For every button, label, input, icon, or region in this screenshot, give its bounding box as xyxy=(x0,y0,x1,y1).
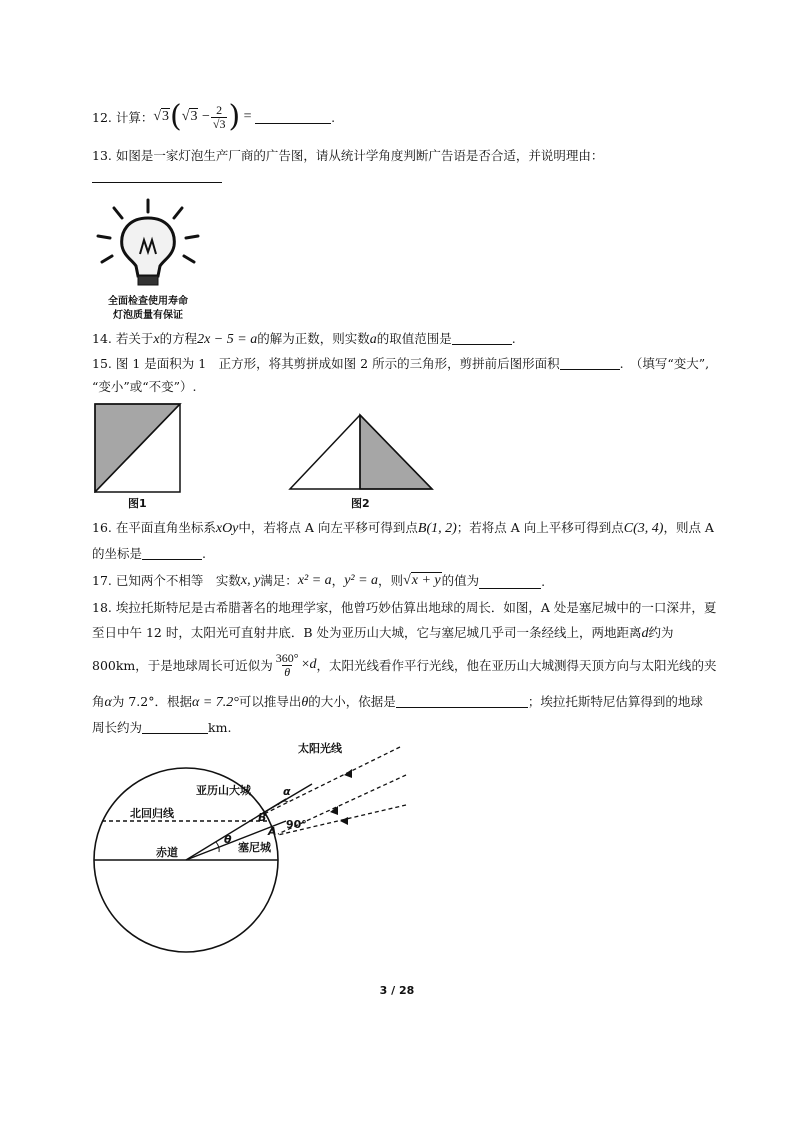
lightbulb-ad-figure xyxy=(92,196,204,321)
label-point-a: A xyxy=(268,825,277,838)
ray-arrow-2 xyxy=(330,806,338,815)
question-18-line-5: 周长约为 km. xyxy=(92,720,232,735)
page-number: 3 / 28 xyxy=(379,984,415,997)
sun-ray-1 xyxy=(262,747,400,815)
ad-slogan-line-2: 灯泡质量有保证 xyxy=(113,310,183,321)
ad-slogan-line-1: 全面检查使用寿命 xyxy=(108,296,188,307)
question-15-line-2: “变小”或“不变”）. xyxy=(92,379,197,394)
q18-circumference-blank[interactable] xyxy=(142,721,208,734)
ray-arrow-3 xyxy=(340,817,348,825)
q17-answer-blank[interactable] xyxy=(479,576,541,589)
lightbulb-icon xyxy=(92,196,204,288)
q16-answer-blank[interactable] xyxy=(142,547,202,560)
question-18-line-1: 18. 埃拉托斯特尼是古希腊著名的地理学家，他曾巧妙估算出地球的周长．如图，A 处是塞尼城中的一口深井，夏 xyxy=(92,600,717,615)
ray-arrow-1 xyxy=(344,769,352,778)
label-alpha: α xyxy=(283,785,291,798)
label-syene: 塞尼城 xyxy=(238,841,271,854)
label-theta: θ xyxy=(224,833,232,846)
question-17: 17. 已知两个不相等 实数 x, y 满足： x² = a ， y² = a ，则 √x + y 的值为 . xyxy=(92,573,546,589)
figure-1-label: 图1 xyxy=(128,497,147,510)
q14-answer-blank[interactable] xyxy=(452,332,512,345)
q13-answer-blank[interactable] xyxy=(92,170,222,183)
q18-reason-blank[interactable] xyxy=(396,695,528,708)
earth-diagram xyxy=(90,735,430,960)
question-12: 12. 计算： √3 ( √3 − $\frac{2}{√3}$ ) = . xyxy=(92,99,336,134)
question-18-line-3: 800km，于是地球周长可近似为 $\frac{360^\circ}{\theta}$ × d ，太阳光线看作平行光线，他在亚历山大城测得天顶方向与太阳光线的夹 xyxy=(92,650,717,679)
question-18-line-2: 至日中午 12 时，太阳光可直射井底．B 处为亚历山大城，它与塞尼城几乎司一条经线上，两地距离d约为 xyxy=(92,625,674,641)
label-sun-rays: 太阳光线 xyxy=(298,742,342,755)
question-15: 15. 图 1 是面积为 1 正方形，将其剪拼成如图 2 所示的三角形，剪拼前后图形面积 . （填写“变大”, xyxy=(92,356,710,371)
q12-prefix: 12. 计算： xyxy=(92,110,154,125)
figure-2-triangle xyxy=(288,413,434,491)
q12-answer-blank[interactable] xyxy=(255,111,331,124)
label-equator: 赤道 xyxy=(156,846,178,859)
question-16-line-2: 的坐标是 . xyxy=(92,546,206,561)
question-14: 14. 若关于x的方程2x − 5 = a的解为正数，则实数a的取值范围是 . xyxy=(92,331,516,347)
label-tropic: 北回归线 xyxy=(130,807,174,820)
figure-1-square xyxy=(94,403,182,493)
label-90-degrees: 90° xyxy=(286,818,307,831)
label-alexandria: 亚历山大城 xyxy=(196,784,251,797)
label-point-b: B xyxy=(258,811,267,824)
q15-answer-blank[interactable] xyxy=(560,357,620,370)
question-16: 16. 在平面直角坐标系xOy中，若将点 A 向左平移可得到点B(1, 2)；若将点 A 向上平移可得到点C(3, 4)，则点 A xyxy=(92,520,714,536)
question-13: 13. 如图是一家灯泡生产厂商的广告图，请从统计学角度判断广告语是否合适，并说明理由： xyxy=(92,148,604,163)
question-18-line-4: 角α为 7.2°．根据α = 7.2°可以推导出θ的大小，依据是 ；埃拉托斯特尼估算得到的地球 xyxy=(92,694,703,710)
figure-2-label: 图2 xyxy=(351,497,370,510)
